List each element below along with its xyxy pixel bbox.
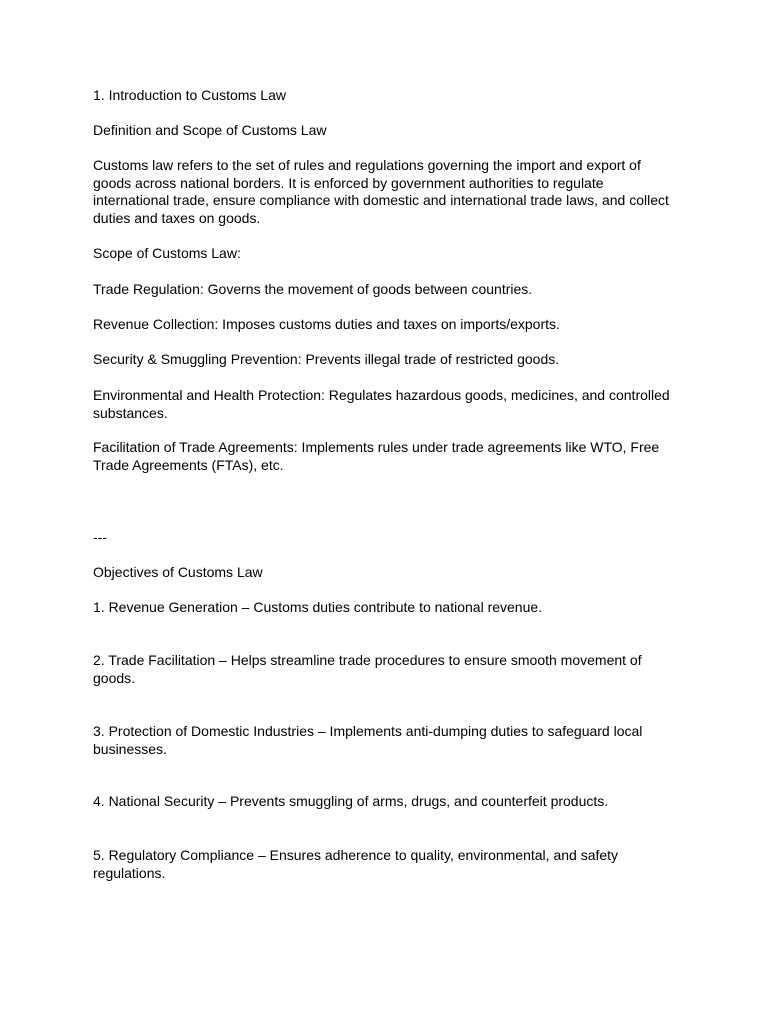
scope-item-trade-agreements: Facilitation of Trade Agreements: Implements rules under trade agreements like WTO, Free Trade Agreements (FTAs), etc.	[93, 439, 660, 473]
separator: ---	[93, 529, 107, 545]
definition-paragraph: Customs law refers to the set of rules and regulations governing the import and export of goods across national borders. It is enforced by government authorities to regulate international trade, ensure compliance with domestic and international trade laws, and collect duties and taxes on goods.	[93, 157, 669, 226]
scope-item-trade-regulation: Trade Regulation: Governs the movement of goods between countries.	[93, 281, 533, 297]
section-heading: 1. Introduction to Customs Law	[93, 87, 286, 103]
scope-item-revenue-collection: Revenue Collection: Imposes customs duties and taxes on imports/exports.	[93, 316, 560, 332]
objective-item-national-security: 4. National Security – Prevents smuggling of arms, drugs, and counterfeit products.	[93, 793, 609, 809]
objective-item-trade-facilitation: 2. Trade Facilitation – Helps streamline trade procedures to ensure smooth movement of goods.	[93, 652, 642, 686]
objective-item-domestic-industries: 3. Protection of Domestic Industries – Implements anti-dumping duties to safeguard local businesses.	[93, 723, 643, 757]
objective-item-regulatory-compliance: 5. Regulatory Compliance – Ensures adherence to quality, environmental, and safety regulations.	[93, 847, 619, 881]
objective-item-revenue: 1. Revenue Generation – Customs duties contribute to national revenue.	[93, 599, 543, 615]
scope-item-environmental: Environmental and Health Protection: Regulates hazardous goods, medicines, and controlled substances.	[93, 387, 670, 421]
scope-heading: Scope of Customs Law:	[93, 245, 241, 261]
scope-item-security: Security & Smuggling Prevention: Prevents illegal trade of restricted goods.	[93, 351, 560, 367]
objectives-heading: Objectives of Customs Law	[93, 564, 263, 580]
definition-heading: Definition and Scope of Customs Law	[93, 122, 327, 138]
